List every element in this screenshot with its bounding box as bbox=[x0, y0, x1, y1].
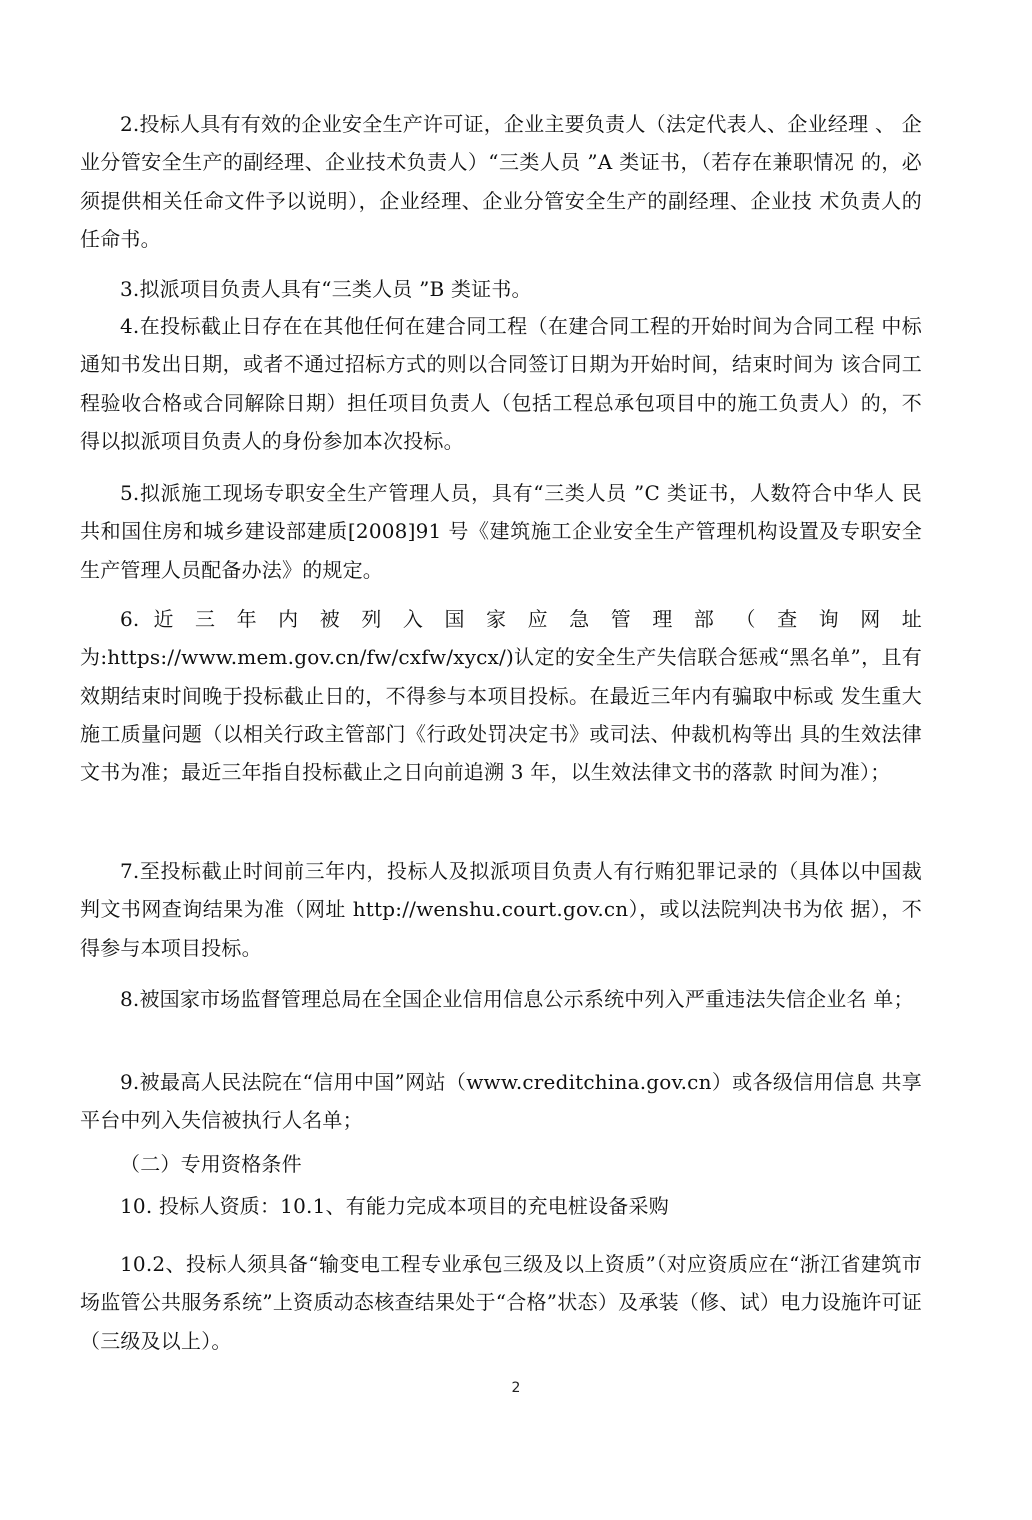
paragraph-item-8: 8.被国家市场监督管理总局在全国企业信用信息公示系统中列入严重违法失信企业名 单； bbox=[120, 987, 914, 1011]
page-number: 2 bbox=[511, 1380, 521, 1396]
section-heading-special-qualifications: （二）专用资格条件 bbox=[120, 1152, 302, 1176]
paragraph-item-7: 7.至投标截止时间前三年内，投标人及拟派项目负责人有行贿犯罪记录的（具体以中国裁判文书网查询结果为准（网址 http://wenshu.court.gov.cn），或以法院判决书为依 据），不得参与本项目投标。 bbox=[80, 859, 922, 960]
paragraph-item-10-2: 10.2、投标人须具备“输变电工程专业承包三级及以上资质”（对应资质应在“浙江省建筑市场监管公共服务系统”上资质动态核查结果处于“合格”状态）及承装（修、试）电力设施许可证（三级及以上）。 bbox=[80, 1252, 922, 1353]
paragraph-item-3: 3.拟派项目负责人具有“三类人员 ”B 类证书。 bbox=[120, 277, 532, 301]
paragraph-item-5: 5.拟派施工现场专职安全生产管理人员，具有“三类人员 ”C 类证书，人数符合中华人 民共和国住房和城乡建设部建质[2008]91 号《建筑施工企业安全生产管理机构设置及专职安全生产管理人员配备办法》的规定。 bbox=[80, 481, 922, 582]
paragraph-item-4: 4.在投标截止日存在在其他任何在建合同工程（在建合同工程的开始时间为合同工程 中标通知书发出日期，或者不通过招标方式的则以合同签订日期为开始时间，结束时间为 该合同工程验收合格或合同解除日期）担任项目负责人（包括工程总承包项目中的施工负责人）的，不得以拟派项目负责人的身份参加本次投标。 bbox=[80, 314, 922, 453]
paragraph-item-9: 9.被最高人民法院在“信用中国”网站（www.creditchina.gov.cn）或各级信用信息 共享平台中列入失信被执行人名单； bbox=[80, 1070, 922, 1133]
paragraph-item-10: 10. 投标人资质：10.1、有能力完成本项目的充电桩设备采购 bbox=[120, 1194, 669, 1218]
paragraph-item-6: 6. 近 三 年 内 被 列 入 国 家 应 急 管 理 部 （ 查 询 网 址 为:https://www.mem.gov.cn/fw/cxfw/xycx/)认定的安全生产失信联合惩戒“黑名单”，且有效期结束时间晚于投标截止日的，不得参与本项目投标。在最近三年内有骗取中标或 发生重大施工质量问题（以相关行政主管部门《行政处罚决定书》或司法、仲裁机构等出 具的生效法律文书为准；最近三年指自投标截止之日向前追溯 3 年，以生效法律文书的落款 时间为准）； bbox=[80, 607, 922, 785]
paragraph-item-2: 2.投标人具有有效的企业安全生产许可证，企业主要负责人（法定代表人、企业经理 、 企业分管安全生产的副经理、企业技术负责人）“三类人员 ”A 类证书，（若存在兼职情况 的，必须提供相关任命文件予以说明），企业经理、企业分管安全生产的副经理、企业技 术负责人的任命书。 bbox=[80, 112, 922, 251]
